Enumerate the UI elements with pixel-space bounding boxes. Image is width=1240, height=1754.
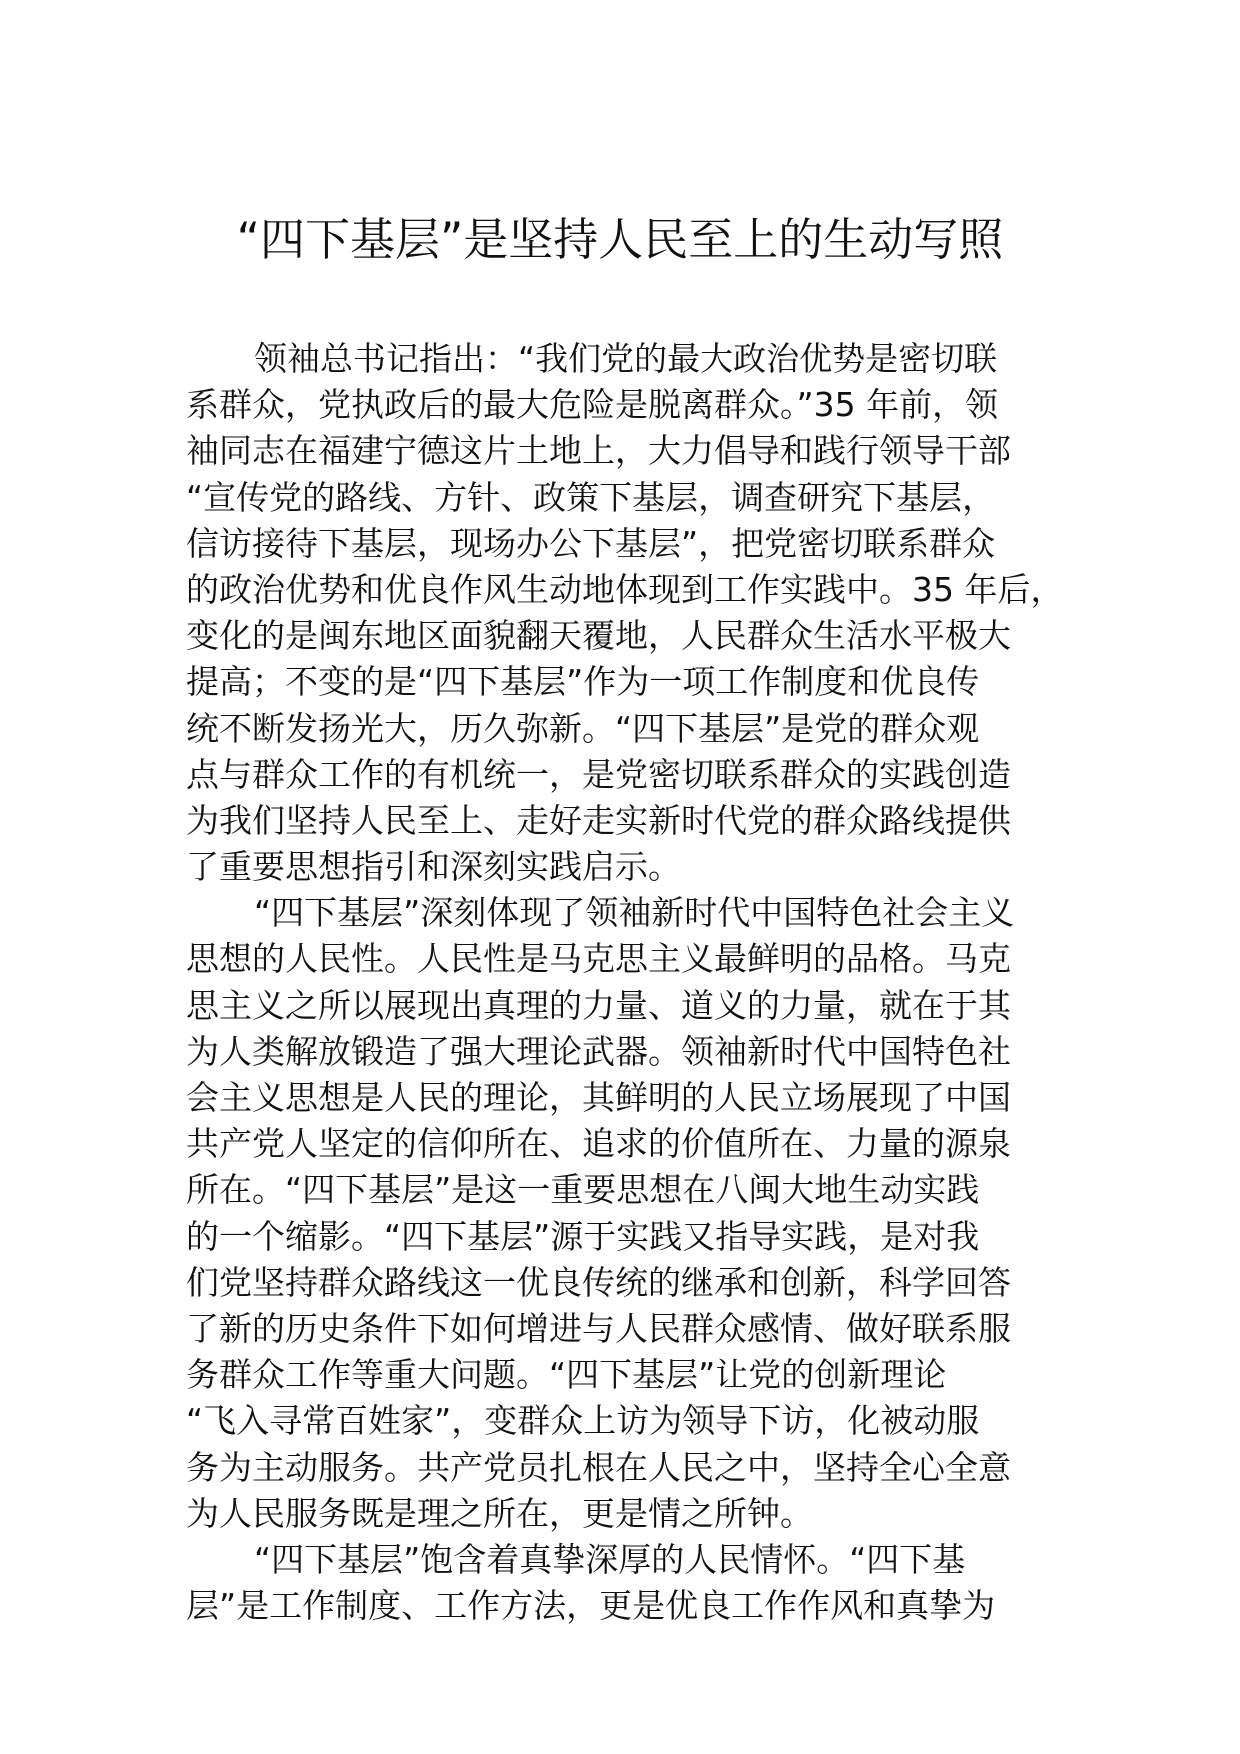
paragraph-line: 会主义思想是人民的理论，其鲜明的人民立场展现了中国: [186, 1078, 1011, 1117]
paragraph-line: 为我们坚持人民至上、走好走实新时代党的群众路线提供: [186, 800, 1011, 840]
paragraph-line: 袖同志在福建宁德这片土地上，大力倡导和践行领导干部: [186, 431, 1011, 471]
paragraph-line: “四下基层”饱含着真挚深厚的人民情怀。“四下基: [254, 1539, 966, 1579]
document-body: [186, 336, 1086, 1629]
paragraph-line: 变化的是闽东地区面貌翻天覆地，人民群众生活水平极大: [186, 616, 1011, 656]
paragraph-line: 思主义之所以展现出真理的力量、道义的力量，就在于其: [186, 985, 1011, 1025]
paragraph-1: [186, 336, 1086, 890]
paragraph-line: 信访接待下基层，现场办公下基层”，把党密切联系群众: [186, 523, 996, 563]
paragraph-line: 提高；不变的是“四下基层”作为一项工作制度和优良传: [186, 662, 980, 702]
paragraph-2: [186, 890, 1086, 1537]
paragraph-line: 为人类解放锻造了强大理论武器。领袖新时代中国特色社: [186, 1031, 1011, 1071]
paragraph-line: 系群众，党执政后的最大危险是脱离群众。”35 年前，领: [186, 385, 999, 425]
paragraph-line: 了新的历史条件下如何增进与人民群众感情、做好联系服: [186, 1308, 1011, 1348]
paragraph-line: 了重要思想指引和深刻实践启示。: [186, 847, 681, 887]
paragraph-line: 共产党人坚定的信仰所在、追求的价值所在、力量的源泉: [186, 1124, 1011, 1164]
paragraph-line: 为人民服务既是理之所在，更是情之所钟。: [186, 1493, 813, 1533]
paragraph-line: 思想的人民性。人民性是马克思主义最鲜明的品格。马克: [186, 939, 1011, 979]
paragraph-line: 务群众工作等重大问题。“四下基层”让党的创新理论: [186, 1355, 947, 1395]
paragraph-line: 点与群众工作的有机统一，是党密切联系群众的实践创造: [186, 754, 1011, 794]
document-title: “四下基层”是坚持人民至上的生动写照: [236, 213, 1004, 266]
paragraph-line: 所在。“四下基层”是这一重要思想在八闽大地生动实践: [186, 1170, 980, 1210]
paragraph-line: 们党坚持群众路线这一优良传统的继承和创新，科学回答: [186, 1262, 1011, 1302]
paragraph-line: 统不断发扬光大，历久弥新。“四下基层”是党的群众观: [186, 708, 980, 748]
paragraph-line: “宣传党的路线、方针、政策下基层，调查研究下基层，: [186, 477, 996, 517]
paragraph-line: 的一个缩影。“四下基层”源于实践又指导实践，是对我: [186, 1216, 980, 1256]
paragraph-3: [186, 1537, 1086, 1629]
paragraph-line: 的政治优势和优良作风生动地体现到工作实践中。35 年后，: [186, 569, 1064, 609]
paragraph-line: “飞入寻常百姓家”，变群众上访为领导下访，化被动服: [186, 1401, 980, 1441]
paragraph-line: “四下基层”深刻体现了领袖新时代中国特色社会主义: [254, 893, 1015, 933]
paragraph-line: 领袖总书记指出：“我们党的最大政治优势是密切联: [254, 339, 998, 378]
paragraph-line: 务为主动服务。共产党员扎根在人民之中，坚持全心全意: [186, 1447, 1011, 1487]
paragraph-line: 层”是工作制度、工作方法，更是优良工作作风和真挚为: [186, 1586, 996, 1626]
